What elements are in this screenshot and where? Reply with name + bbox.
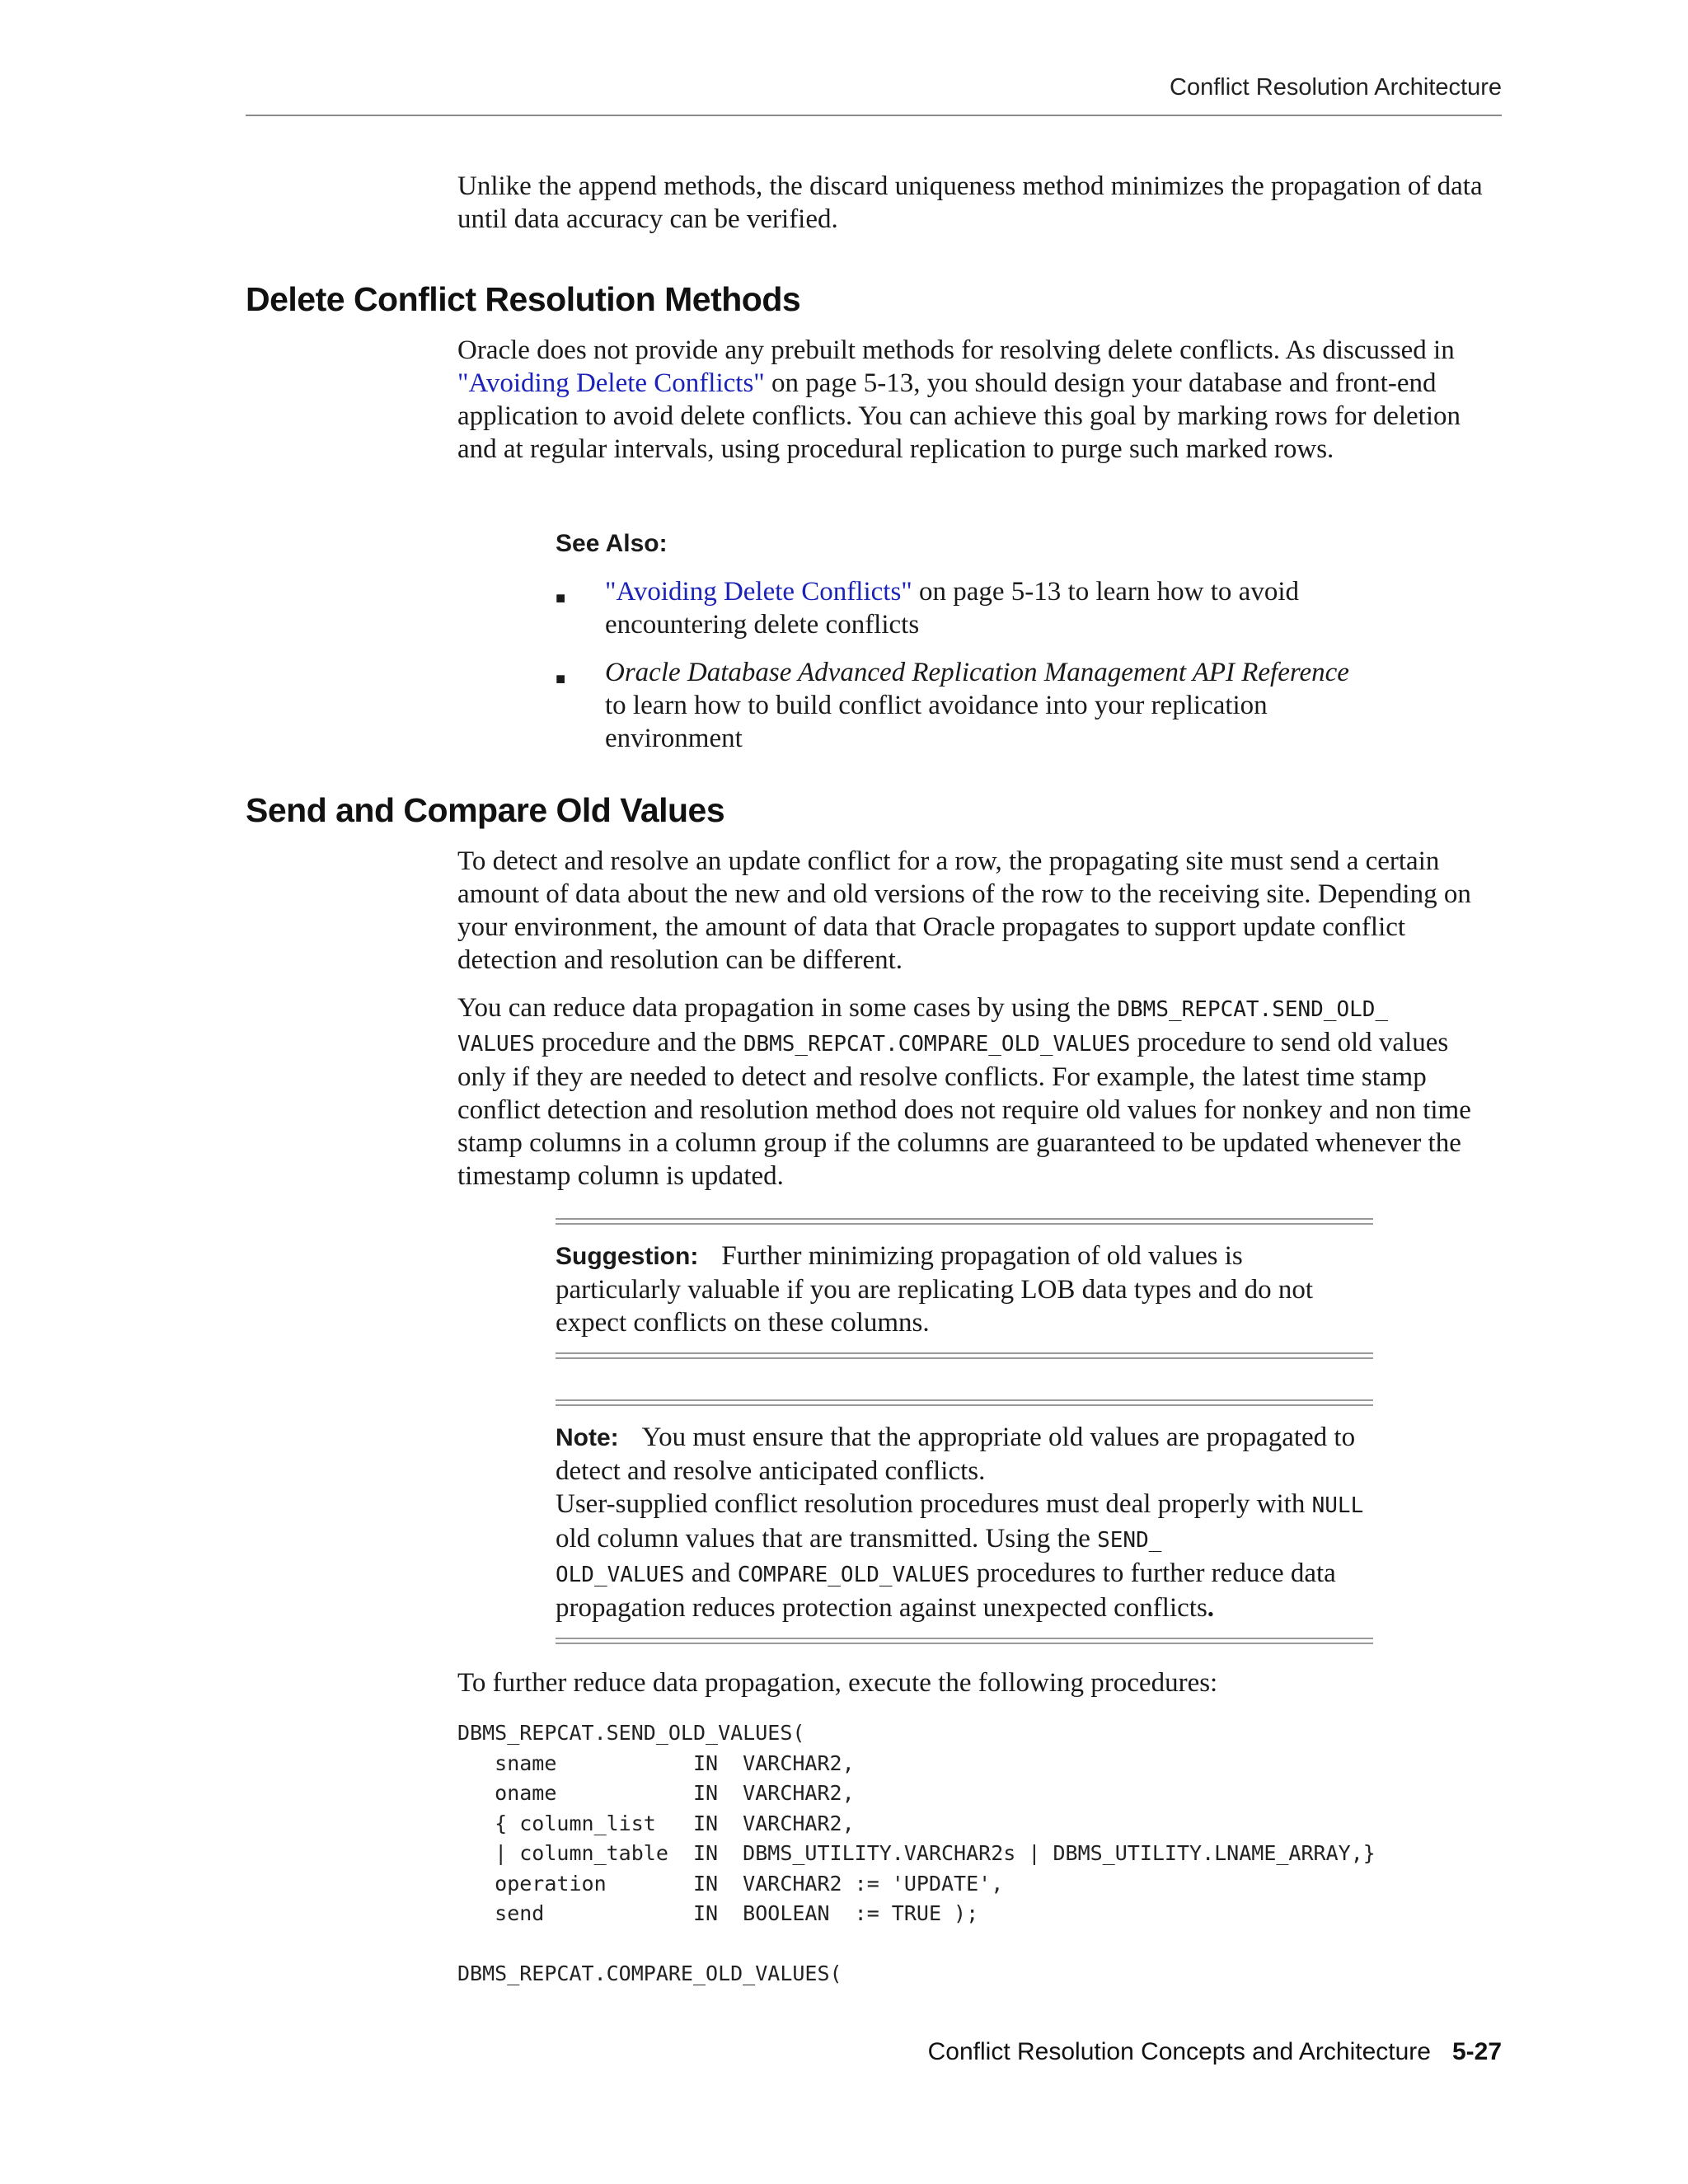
code-block-send-old-values: DBMS_REPCAT.SEND_OLD_VALUES( sname IN VARCHAR2, oname IN VARCHAR2, { column_list IN VARCHAR2, | column_table IN DBMS_UTILITY.VARCHAR2s | DBMS_UTILITY.LNAME_ARRAY,} operation IN VARCHAR2 := 'UPDATE', send IN BOOLEAN := TRUE );: [457, 1721, 1376, 1925]
see-also-avoiding-link[interactable]: "Avoiding Delete Conflicts": [605, 577, 912, 607]
see-also-block: [556, 527, 1380, 770]
send-text-2b: procedure and the: [534, 1028, 743, 1057]
suggestion-label: Suggestion:: [556, 1243, 699, 1270]
note-text-2c: and: [684, 1558, 738, 1588]
code-compare: COMPARE_OLD_VALUES: [737, 1563, 970, 1587]
note-period: .: [1207, 1593, 1215, 1623]
send-text-2a: You can reduce data propagation in some cases by using the: [457, 993, 1118, 1023]
code-send-old-values-b: VALUES: [457, 1032, 535, 1057]
note-text-2d: procedures to further reduce data propagation reduces protection against unexpected conflicts: [556, 1558, 1336, 1623]
delete-paragraph: [457, 334, 1503, 466]
note-bottom-rule: [556, 1638, 1373, 1644]
note-label: Note:: [556, 1424, 619, 1451]
list-item: [556, 656, 1380, 755]
code-send-old-values-a: DBMS_REPCAT.SEND_OLD_: [1117, 997, 1389, 1022]
see-also-item1-text: on page 5-13 to learn how to avoid encountering delete conflicts: [605, 577, 1299, 640]
suggestion-top-rule: [556, 1218, 1373, 1225]
see-also-title: See Also:: [556, 530, 668, 557]
code-send-a: SEND_: [1097, 1528, 1162, 1553]
api-reference-title: Oracle Database Advanced Replication Management API Reference: [605, 658, 1349, 687]
avoiding-delete-conflicts-link[interactable]: "Avoiding Delete Conflicts": [457, 368, 765, 398]
section-heading-delete: Delete Conflict Resolution Methods: [246, 280, 801, 318]
page-number: 5-27: [1451, 2038, 1502, 2065]
code-compare-old-values: DBMS_REPCAT.COMPARE_OLD_VALUES: [743, 1032, 1131, 1057]
section-heading-send-compare: Send and Compare Old Values: [246, 791, 725, 829]
code-block-compare-old-values: DBMS_REPCAT.COMPARE_OLD_VALUES(: [457, 1961, 842, 1985]
procedures-intro-text: To further reduce data propagation, execute the following procedures:: [457, 1668, 1218, 1698]
intro-paragraph: [457, 170, 1503, 236]
list-item: [556, 575, 1380, 641]
intro-text: Unlike the append methods, the discard uniqueness method minimizes the propagation of data until data accuracy can be verified.: [457, 171, 1483, 234]
delete-text-1: Oracle does not provide any prebuilt methods for resolving delete conflicts. As discussed in: [457, 335, 1455, 365]
see-also-item2-text: to learn how to build conflict avoidance into your replication environment: [605, 691, 1268, 753]
procedures-intro-paragraph: [457, 1666, 1503, 1699]
suggestion-bottom-rule: [556, 1352, 1373, 1359]
send-text-1: To detect and resolve an update conflict for a row, the propagating site must send a certain amount of data about the new and old versions of the row to the receiving site. Depending on your environment, the amount of data that Oracle propagates to support update conflict detection and resolution can be different.: [457, 846, 1471, 975]
delete-text-2: on page 5-13, you should design your database and front-end application to avoid delete conflicts. You can achieve this goal by marking rows for deletion and at regular intervals, using procedural replication to purge such marked rows.: [457, 368, 1461, 464]
send-text-2c: procedure to send old values only if they are needed to detect and resolve conflicts. For example, the latest time stamp conflict detection and resolution method does not require old values for nonkey and non time stamp columns in a column group if the columns are guaranteed to be updated whenever the timestamp column is updated.: [457, 1028, 1471, 1191]
note-line-1: You must ensure that the appropriate old values are propagated to detect and resolve anticipated conflicts.: [556, 1422, 1356, 1486]
header-divider: [246, 115, 1502, 116]
send-paragraph-1: [457, 845, 1503, 977]
code-null: NULL: [1311, 1493, 1364, 1518]
running-header: Conflict Resolution Architecture: [1170, 74, 1502, 101]
footer-chapter-title: Conflict Resolution Concepts and Architecture: [927, 2038, 1431, 2065]
suggestion-text: Further minimizing propagation of old values is particularly valuable if you are replicating LOB data types and do not expect conflicts on these columns.: [556, 1241, 1314, 1338]
note-box: [556, 1399, 1373, 1644]
note-text-2a: User-supplied conflict resolution procedures must deal properly with: [556, 1489, 1312, 1519]
page-footer: [928, 2038, 1502, 2066]
square-bullet-icon: ■: [556, 670, 566, 688]
note-top-rule: [556, 1399, 1373, 1406]
send-paragraph-2: [457, 991, 1503, 1193]
square-bullet-icon: ■: [556, 589, 566, 607]
note-text-2b: old column values that are transmitted. Using the: [556, 1524, 1098, 1554]
code-send-b: OLD_VALUES: [556, 1563, 685, 1587]
suggestion-box: [556, 1218, 1373, 1359]
